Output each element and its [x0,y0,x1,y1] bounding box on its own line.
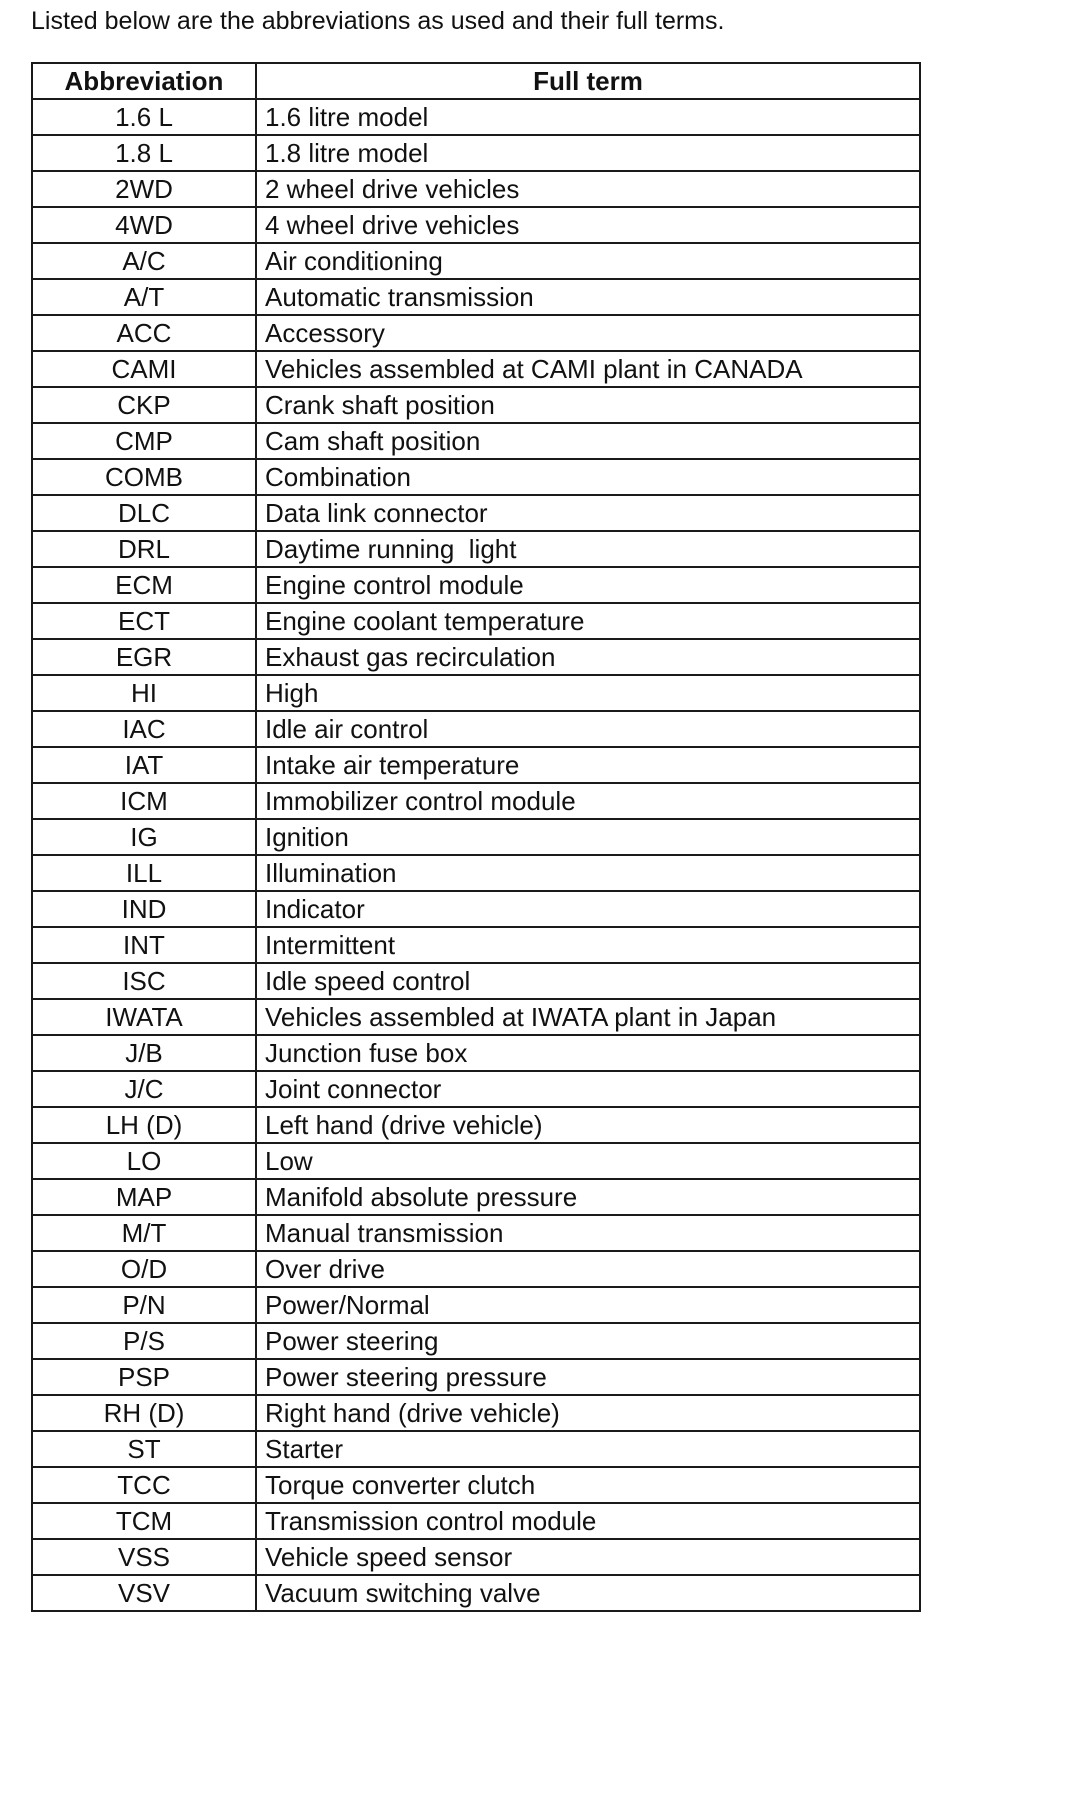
abbreviation-cell: ILL [32,855,256,891]
abbreviation-cell: O/D [32,1251,256,1287]
abbreviation-cell: INT [32,927,256,963]
table-row [32,207,920,243]
table-row [32,1071,920,1107]
table-row [32,99,920,135]
full-term-cell: Junction fuse box [256,1035,920,1071]
table-header-row [32,63,920,99]
abbreviation-cell: EGR [32,639,256,675]
column-header-abbreviation: Abbreviation [32,63,256,99]
table-row [32,999,920,1035]
full-term-cell: Low [256,1143,920,1179]
table-row [32,1503,920,1539]
table-row [32,1395,920,1431]
column-header-full-term: Full term [256,63,920,99]
abbreviation-cell: COMB [32,459,256,495]
full-term-cell: Engine coolant temperature [256,603,920,639]
abbreviation-cell: RH (D) [32,1395,256,1431]
table-row [32,171,920,207]
full-term-cell: Automatic transmission [256,279,920,315]
table-row [32,1287,920,1323]
full-term-cell: Left hand (drive vehicle) [256,1107,920,1143]
full-term-cell: Transmission control module [256,1503,920,1539]
table-row [32,315,920,351]
full-term-cell: Intermittent [256,927,920,963]
table-row [32,711,920,747]
full-term-cell: Accessory [256,315,920,351]
table-row [32,1539,920,1575]
full-term-cell: Manual transmission [256,1215,920,1251]
full-term-cell: Air conditioning [256,243,920,279]
abbreviation-cell: TCC [32,1467,256,1503]
full-term-cell: Immobilizer control module [256,783,920,819]
table-row [32,927,920,963]
abbreviation-cell: IND [32,891,256,927]
full-term-cell: Joint connector [256,1071,920,1107]
full-term-cell: Engine control module [256,567,920,603]
table-row [32,963,920,999]
abbreviation-cell: 1.8 L [32,135,256,171]
table-row [32,1035,920,1071]
full-term-cell: Starter [256,1431,920,1467]
table-row [32,387,920,423]
full-term-cell: Power/Normal [256,1287,920,1323]
table-row [32,639,920,675]
abbreviation-table [31,62,921,1612]
table-row [32,1323,920,1359]
abbreviation-cell: LH (D) [32,1107,256,1143]
table-row [32,1107,920,1143]
full-term-cell: Exhaust gas recirculation [256,639,920,675]
table-row [32,783,920,819]
full-term-cell: Vehicles assembled at CAMI plant in CANADA [256,351,920,387]
full-term-cell: High [256,675,920,711]
abbreviation-cell: M/T [32,1215,256,1251]
table-row [32,1431,920,1467]
full-term-cell: Over drive [256,1251,920,1287]
abbreviation-cell: MAP [32,1179,256,1215]
abbreviation-cell: ST [32,1431,256,1467]
abbreviation-cell: IAC [32,711,256,747]
abbreviation-cell: A/C [32,243,256,279]
full-term-cell: Power steering [256,1323,920,1359]
table-row [32,1215,920,1251]
table-row [32,459,920,495]
table-row [32,855,920,891]
abbreviation-cell: P/N [32,1287,256,1323]
full-term-cell: 2 wheel drive vehicles [256,171,920,207]
table-row [32,279,920,315]
abbreviation-cell: 2WD [32,171,256,207]
abbreviation-cell: VSV [32,1575,256,1611]
table-body [32,99,920,1611]
table-row [32,1179,920,1215]
full-term-cell: Ignition [256,819,920,855]
intro-text: Listed below are the abbreviations as used and their full terms. [31,7,725,35]
abbreviation-cell: HI [32,675,256,711]
abbreviation-cell: DRL [32,531,256,567]
abbreviation-cell: ICM [32,783,256,819]
table-row [32,531,920,567]
abbreviation-cell: CMP [32,423,256,459]
full-term-cell: 4 wheel drive vehicles [256,207,920,243]
table-row [32,423,920,459]
abbreviation-cell: ECT [32,603,256,639]
full-term-cell: 1.8 litre model [256,135,920,171]
table-row [32,495,920,531]
abbreviation-cell: IG [32,819,256,855]
abbreviation-cell: IWATA [32,999,256,1035]
table-row [32,1143,920,1179]
abbreviation-cell: A/T [32,279,256,315]
full-term-cell: Right hand (drive vehicle) [256,1395,920,1431]
abbreviation-cell: ECM [32,567,256,603]
abbreviation-cell: 1.6 L [32,99,256,135]
abbreviation-cell: J/C [32,1071,256,1107]
full-term-cell: Cam shaft position [256,423,920,459]
abbreviation-cell: J/B [32,1035,256,1071]
full-term-cell: 1.6 litre model [256,99,920,135]
table-row [32,1359,920,1395]
full-term-cell: Combination [256,459,920,495]
full-term-cell: Daytime running light [256,531,920,567]
abbreviation-cell: LO [32,1143,256,1179]
full-term-cell: Indicator [256,891,920,927]
abbreviation-cell: ISC [32,963,256,999]
abbreviation-cell: VSS [32,1539,256,1575]
table-row [32,135,920,171]
abbreviation-cell: ACC [32,315,256,351]
full-term-cell: Illumination [256,855,920,891]
abbreviation-cell: 4WD [32,207,256,243]
full-term-cell: Vehicles assembled at IWATA plant in Japan [256,999,920,1035]
full-term-cell: Idle air control [256,711,920,747]
table-row [32,351,920,387]
abbreviation-cell: IAT [32,747,256,783]
table-row [32,1467,920,1503]
full-term-cell: Crank shaft position [256,387,920,423]
table-row [32,567,920,603]
abbreviation-cell: PSP [32,1359,256,1395]
full-term-cell: Data link connector [256,495,920,531]
table-row [32,675,920,711]
table-row [32,1575,920,1611]
full-term-cell: Intake air temperature [256,747,920,783]
table-row [32,819,920,855]
abbreviation-cell: P/S [32,1323,256,1359]
full-term-cell: Idle speed control [256,963,920,999]
table-row [32,243,920,279]
abbreviation-cell: CAMI [32,351,256,387]
table-row [32,603,920,639]
full-term-cell: Vacuum switching valve [256,1575,920,1611]
abbreviation-cell: DLC [32,495,256,531]
full-term-cell: Vehicle speed sensor [256,1539,920,1575]
table-row [32,1251,920,1287]
full-term-cell: Power steering pressure [256,1359,920,1395]
abbreviation-cell: CKP [32,387,256,423]
full-term-cell: Torque converter clutch [256,1467,920,1503]
full-term-cell: Manifold absolute pressure [256,1179,920,1215]
table-row [32,747,920,783]
abbreviation-cell: TCM [32,1503,256,1539]
table-row [32,891,920,927]
